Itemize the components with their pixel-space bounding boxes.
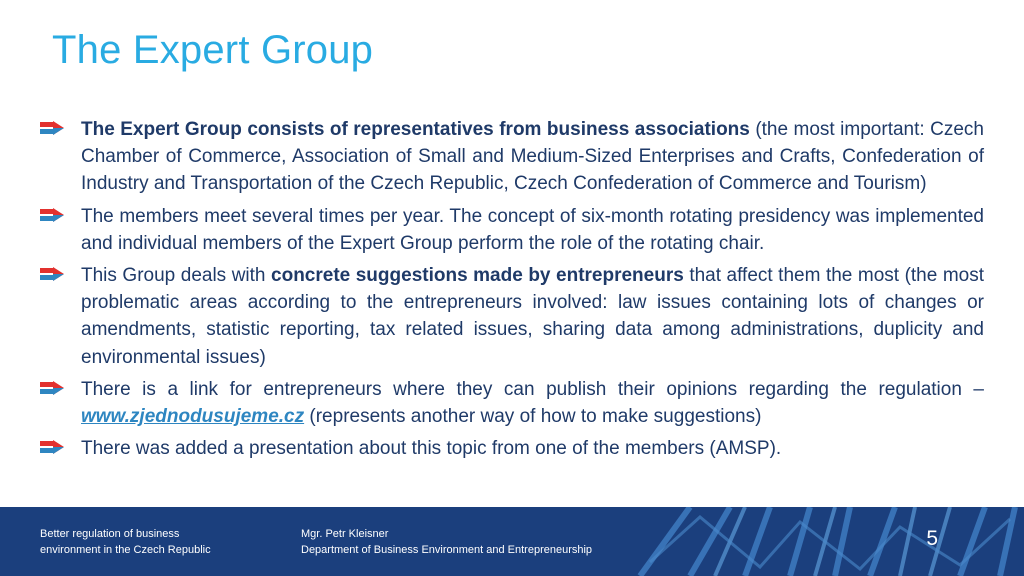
bullet-item	[40, 116, 984, 198]
arrow-right-icon	[40, 440, 64, 454]
footer-bar	[0, 507, 1024, 576]
zjednodusujeme-link[interactable]: www.zjednodusujeme.cz	[81, 406, 305, 428]
arrow-right-icon	[40, 208, 64, 222]
bullet-bold-text: concrete suggestions made by entrepreneurs	[271, 265, 684, 287]
bullet-item	[40, 203, 984, 257]
bullet-item	[40, 262, 984, 371]
bullet-text: There was added a presentation about this topic from one of the members (AMSP).	[81, 438, 782, 460]
footer-left-line1: Better regulation of business	[40, 528, 180, 540]
bullet-bold-text: The Expert Group consists of representatives from business associations	[81, 119, 750, 140]
bullet-list	[40, 116, 984, 467]
arrow-right-icon	[40, 267, 64, 281]
footer-left-line2: environment in the Czech Republic	[40, 544, 211, 556]
bullet-text: (represents another way of how to make suggestions)	[304, 406, 762, 428]
bullet-item	[40, 376, 984, 430]
footer-department: Department of Business Environment and Entrepreneurship	[301, 544, 593, 556]
page-title: The Expert Group	[52, 28, 374, 72]
bullet-text: (the most important: Czech Chamber of Commerce, Association of Small and Medium-Sized Enterprises and Crafts, Confederation of Industry and Transportation of the Czech Republic, Czech Confederation of Commerce and Tourism)	[81, 119, 984, 195]
arrow-right-icon	[40, 381, 64, 395]
bullet-item	[40, 435, 984, 462]
footer-author-text	[301, 526, 592, 558]
arrow-right-icon	[40, 121, 64, 135]
bullet-text: There is a link for entrepreneurs where they can publish their opinions regarding the regulation –	[81, 378, 984, 400]
bullet-text: The members meet several times per year. The concept of six-month rotating presidency was implemented and individual members of the Expert Group perform the role of the rotating chair.	[81, 205, 984, 254]
footer-author-name: Mgr. Petr Kleisner	[301, 528, 389, 540]
page-number: 5	[926, 527, 938, 550]
footer-left-text	[40, 526, 211, 558]
bullet-text: This Group deals with	[81, 265, 272, 287]
bullet-text: that affect them the most (the most problematic areas according to the entrepreneurs involved: law issues containing lots of changes or amendments, statistic reporting, tax related issues, sharing data among administrations, duplicity and environmental issues)	[81, 265, 985, 368]
